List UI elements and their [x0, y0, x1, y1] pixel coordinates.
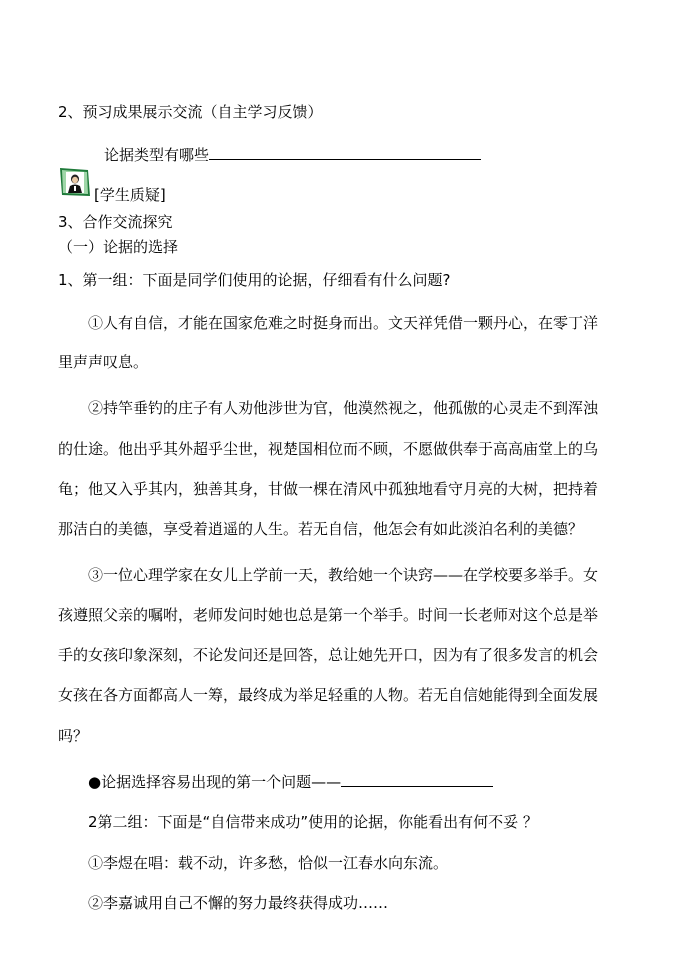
- group1-item3-line1: ③一位心理学家在女儿上学前一天，教给她一个诀窍——在学校要多举手。女: [88, 566, 599, 584]
- group2-prompt: 2第二组：下面是“自信带来成功”使用的论据，你能看出有何不妥 ？: [88, 813, 538, 831]
- group1-item1-line1: ①人有自信，才能在国家危难之时挺身而出。文天祥凭借一颗丹心，在零丁洋: [88, 314, 599, 332]
- group1-item2-line1: ②持竿垂钓的庄子有人劝他涉世为官，他漠然视之，他孤傲的心灵走不到浑浊: [88, 399, 599, 417]
- group1-item2-line4: 那洁白的美德，享受着逍遥的人生。若无自信，他怎会有如此淡泊名利的美德？: [58, 520, 584, 538]
- argument-types-label: 论据类型有哪些: [104, 146, 210, 164]
- group1-item3-line4: 女孩在各方面都高人一筹，最终成为举足轻重的人物。若无自信她能得到全面发展: [58, 686, 599, 704]
- answer-blank[interactable]: [209, 145, 481, 160]
- first-problem-blank[interactable]: [341, 772, 493, 787]
- group1-item2-line2: 的仕途。他出乎其外超乎尘世，视楚国相位而不顾，不愿做供奉于高高庙堂上的乌: [58, 440, 599, 458]
- selection-heading: （一）论据的选择: [58, 238, 179, 256]
- first-problem-label: ●论据选择容易出现的第一个问题——: [88, 773, 342, 791]
- first-problem-question: [88, 771, 493, 792]
- group1-item3-line5: 吗？: [58, 727, 89, 745]
- group2-item2: ②李嘉诚用自己不懈的努力最终获得成功……: [88, 894, 389, 912]
- student-portrait-icon: [58, 167, 92, 197]
- group1-item1-line2: 里声声叹息。: [58, 353, 149, 371]
- group1-prompt: 1、第一组：下面是同学们使用的论据，仔细看有什么问题?: [58, 271, 451, 289]
- group1-item3-line2: 孩遵照父亲的嘱咐，老师发问时她也总是第一个举手。时间一长老师对这个总是举: [58, 606, 599, 624]
- group2-item1: ①李煜在唱：载不动，许多愁，恰似一江春水向东流。: [88, 854, 449, 872]
- group1-item2-line3: 龟；他又入乎其内，独善其身，甘做一棵在清风中孤独地看守月亮的大树，把持着: [58, 480, 599, 498]
- argument-types-question: [104, 144, 481, 165]
- student-query-label: [学生质疑]: [94, 186, 166, 204]
- group1-item3-line3: 手的女孩印象深刻，不论发问还是回答，总让她先开口，因为有了很多发言的机会: [58, 646, 599, 664]
- cooperation-heading: 3、合作交流探究: [58, 213, 173, 231]
- preview-heading: 2、预习成果展示交流（自主学习反馈）: [58, 103, 323, 121]
